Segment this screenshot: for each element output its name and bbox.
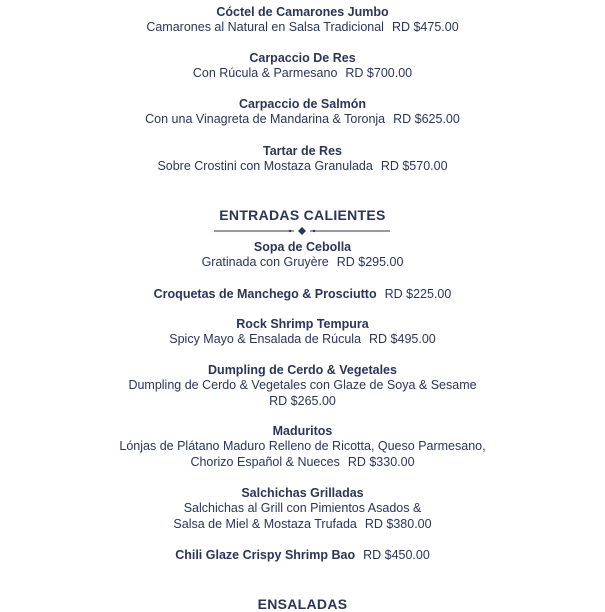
item-line bbox=[0, 548, 605, 564]
item-desc-text: Spicy Mayo & Ensalada de Rúcula bbox=[169, 332, 362, 346]
item-price: RD $570.00 bbox=[380, 159, 448, 173]
item-price: RD $265.00 bbox=[269, 393, 336, 408]
item-desc-text: Camarones al Natural en Salsa Tradicional bbox=[146, 20, 384, 34]
menu-item bbox=[0, 486, 605, 532]
menu-item bbox=[0, 424, 605, 470]
item-desc-text: Salsa de Miel & Mostaza Trufada bbox=[173, 516, 357, 531]
item-desc-text: Con Rúcula & Parmesano bbox=[192, 66, 338, 80]
item-desc-text: Gratinada con Gruyère bbox=[201, 255, 329, 269]
item-price: RD $625.00 bbox=[393, 112, 460, 126]
item-name: Carpaccio de Salmón bbox=[238, 97, 367, 111]
item-description bbox=[0, 455, 605, 471]
item-price: RD $450.00 bbox=[363, 548, 430, 562]
item-name: Dumpling de Cerdo & Vegetales bbox=[208, 363, 397, 377]
item-name: Sopa de Cebolla bbox=[253, 240, 352, 254]
item-desc-text: Con una Vinagreta de Mandarina & Toronja bbox=[145, 112, 386, 126]
menu-item bbox=[0, 144, 605, 175]
item-name: Salchichas Grilladas bbox=[241, 486, 364, 500]
item-price: RD $380.00 bbox=[364, 516, 432, 531]
item-price: RD $700.00 bbox=[345, 66, 413, 80]
item-description: Dumpling de Cerdo & Vegetales con Glaze de Soya & Sesame bbox=[128, 378, 477, 392]
menu-item bbox=[0, 363, 605, 409]
menu-item bbox=[0, 548, 605, 564]
menu-item bbox=[0, 240, 605, 271]
item-desc-text: Sobre Crostini con Mostaza Granulada bbox=[157, 159, 373, 173]
menu-item bbox=[0, 287, 605, 303]
item-desc-text: Chorizo Español & Nueces bbox=[190, 454, 340, 469]
item-description bbox=[0, 159, 605, 175]
item-name: Croquetas de Manchego & Prosciutto bbox=[153, 287, 377, 301]
section-title-ensaladas: ENSALADAS bbox=[257, 596, 348, 612]
item-price: RD $475.00 bbox=[391, 20, 459, 34]
menu-item bbox=[0, 97, 605, 128]
menu-item bbox=[0, 5, 605, 36]
item-name: Chili Glaze Crispy Shrimp Bao bbox=[175, 548, 356, 562]
item-description bbox=[0, 332, 605, 348]
item-description bbox=[0, 20, 605, 36]
item-description bbox=[0, 517, 605, 533]
item-name: Cóctel de Camarones Jumbo bbox=[216, 5, 389, 19]
item-description bbox=[0, 255, 605, 271]
item-price: RD $295.00 bbox=[336, 255, 404, 269]
item-name: Tartar de Res bbox=[263, 144, 342, 158]
item-line bbox=[0, 287, 605, 303]
item-name: Maduritos bbox=[272, 424, 333, 438]
item-description bbox=[0, 112, 605, 128]
menu-item bbox=[0, 51, 605, 82]
item-description: Salchichas al Grill con Pimientos Asados & bbox=[183, 501, 422, 515]
item-price: RD $495.00 bbox=[369, 332, 436, 346]
item-name: Rock Shrimp Tempura bbox=[236, 317, 369, 331]
item-price: RD $225.00 bbox=[384, 287, 452, 301]
item-name: Carpaccio De Res bbox=[249, 51, 356, 65]
item-description bbox=[0, 66, 605, 82]
section-title-entradas-calientes: ENTRADAS CALIENTES bbox=[219, 207, 386, 223]
menu-item bbox=[0, 317, 605, 348]
item-description: Lónjas de Plátano Maduro Relleno de Ricotta, Queso Parmesano, bbox=[119, 439, 486, 453]
ornamental-divider bbox=[212, 226, 392, 236]
item-price: RD $330.00 bbox=[347, 454, 415, 469]
